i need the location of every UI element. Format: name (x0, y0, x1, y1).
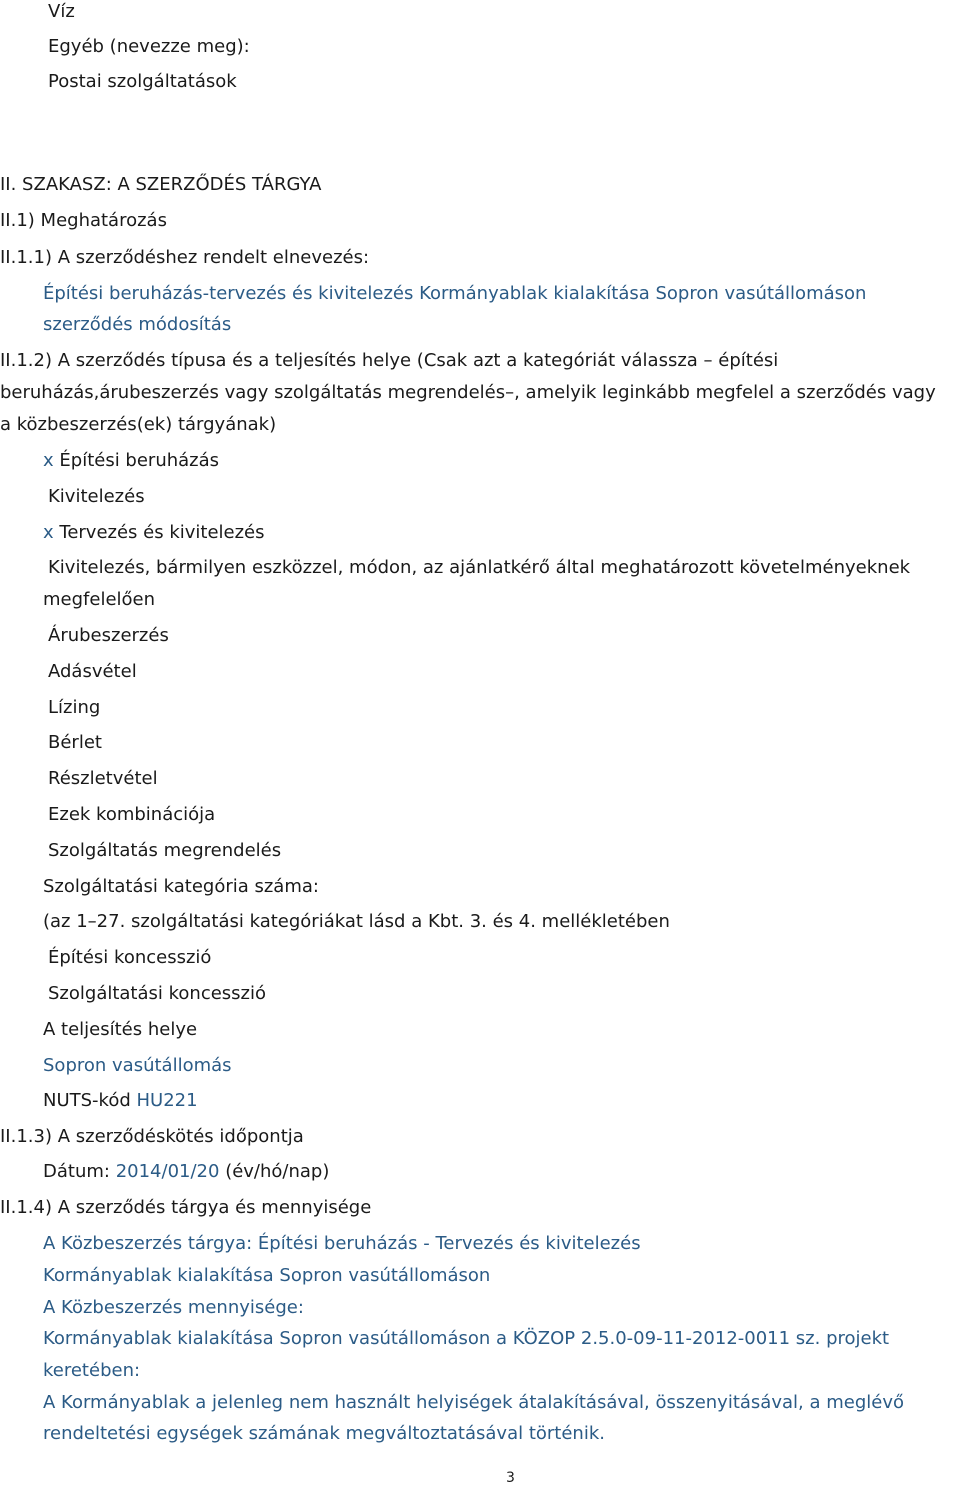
heading-ii12-line2: beruházás,árubeszerzés vagy szolgáltatás megrendelés–, amelyik leginkább megfelel a szerződés vagy (0, 382, 936, 403)
heading-ii13: II.1.3) A szerződéskötés időpontja (0, 1126, 304, 1147)
selected-mark: x (43, 450, 54, 471)
nuts-value: HU221 (136, 1090, 198, 1111)
subject-line: Kormányablak kialakítása Sopron vasútállomáson a KÖZOP 2.5.0-09-11-2012-0011 sz. projekt (43, 1328, 890, 1349)
service-category-note: (az 1–27. szolgáltatási kategóriákat lásd a Kbt. 3. és 4. mellékletében (43, 911, 670, 932)
heading-ii14: II.1.4) A szerződés tárgya és mennyisége (0, 1197, 372, 1218)
item-egyeb: Egyéb (nevezze meg): (48, 36, 250, 57)
heading-ii12-line3: a közbeszerzés(ek) tárgyának) (0, 414, 277, 435)
date-value: 2014/01/20 (115, 1161, 220, 1182)
nuts-label: NUTS-kód (43, 1090, 131, 1111)
selected-mark: x (43, 522, 54, 543)
heading-ii12-line1: II.1.2) A szerződés típusa és a teljesítés helye (Csak azt a kategóriát válassza – építési (0, 350, 779, 371)
nuts-row (43, 1089, 198, 1113)
option-szolg-koncesszio: Szolgáltatási koncesszió (48, 983, 267, 1004)
option-berlet: Bérlet (48, 732, 102, 753)
option-label: Építési beruházás (59, 450, 220, 471)
option-kivitelezes-barmilyen-line1: Kivitelezés, bármilyen eszközzel, módon, az ajánlatkérő által meghatározott követelményeknek (48, 557, 911, 578)
option-epitesi-koncesszio: Építési koncesszió (48, 947, 212, 968)
heading-ii11: II.1.1) A szerződéshez rendelt elnevezés: (0, 247, 370, 268)
place-value: Sopron vasútállomás (43, 1055, 232, 1076)
option-tervezes-kivitelezes (43, 521, 265, 545)
option-kivitelezes: Kivitelezés (48, 486, 145, 507)
option-epitesi-beruhazas (43, 449, 219, 473)
option-kombinacio: Ezek kombinációja (48, 804, 216, 825)
page-number: 3 (506, 1470, 515, 1486)
date-label: Dátum: (43, 1161, 110, 1182)
option-label: Tervezés és kivitelezés (59, 522, 265, 543)
option-kivitelezes-barmilyen-line2: megfelelően (43, 589, 156, 610)
option-reszletvetel: Részletvétel (48, 768, 158, 789)
section-title: II. SZAKASZ: A SZERZŐDÉS TÁRGYA (0, 174, 322, 195)
subject-line: Kormányablak kialakítása Sopron vasútállomáson (43, 1265, 491, 1286)
heading-ii1: II.1) Meghatározás (0, 210, 167, 231)
option-adasvetel: Adásvétel (48, 661, 137, 682)
subject-line: keretében: (43, 1360, 141, 1381)
date-format: (év/hó/nap) (225, 1161, 330, 1182)
service-category-label: Szolgáltatási kategória száma: (43, 876, 319, 897)
date-row (43, 1160, 329, 1184)
subject-line: A Közbeszerzés tárgya: Építési beruházás - Tervezés és kivitelezés (43, 1233, 641, 1254)
option-szolgaltatas: Szolgáltatás megrendelés (48, 840, 282, 861)
item-viz: Víz (48, 1, 75, 22)
item-postai: Postai szolgáltatások (48, 71, 237, 92)
place-label: A teljesítés helye (43, 1019, 198, 1040)
contract-name-line1: Építési beruházás-tervezés és kivitelezés Kormányablak kialakítása Sopron vasútállomáson (43, 283, 867, 304)
option-arubeszerzes: Árubeszerzés (48, 625, 169, 646)
option-lizing: Lízing (48, 697, 101, 718)
contract-name-line2: szerződés módosítás (43, 314, 232, 335)
subject-line: rendeltetési egységek számának megváltoztatásával történik. (43, 1423, 605, 1444)
subject-line: A Közbeszerzés mennyisége: (43, 1297, 304, 1318)
subject-line: A Kormányablak a jelenleg nem használt helyiségek átalakításával, összenyitásával, a meglévő (43, 1392, 904, 1413)
